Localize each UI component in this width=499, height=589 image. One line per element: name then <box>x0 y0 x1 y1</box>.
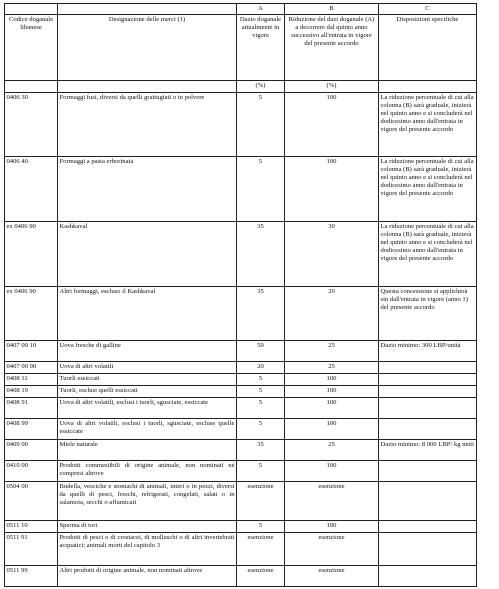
code-cell: 0410 00 <box>5 461 58 482</box>
code-cell: 0407 00 10 <box>5 341 58 362</box>
reduction-cell: 100 <box>285 157 379 222</box>
table-row <box>5 374 477 386</box>
table-row <box>5 461 477 482</box>
provisions-cell: Dazio minimo: 8 000 LBP/ kg netti <box>379 440 477 461</box>
duty-cell: 5 <box>237 93 285 157</box>
description-cell: Sperma di tori <box>58 521 237 533</box>
provisions-cell <box>379 398 477 419</box>
unit-cell: (%) <box>285 81 379 93</box>
code-cell: 0511 10 <box>5 521 58 533</box>
reduction-cell: 100 <box>285 398 379 419</box>
table-row <box>5 386 477 398</box>
table-row <box>5 222 477 287</box>
table-row <box>5 521 477 533</box>
column-letters-row <box>5 4 477 15</box>
table-row <box>5 287 477 341</box>
code-cell: 0504 00 <box>5 482 58 521</box>
provisions-cell <box>379 461 477 482</box>
duty-cell: 5 <box>237 461 285 482</box>
letter-cell <box>5 4 58 15</box>
provisions-cell <box>379 482 477 521</box>
duty-cell: 5 <box>237 398 285 419</box>
provisions-cell <box>379 386 477 398</box>
reduction-cell: esenzione <box>285 533 379 566</box>
table-row <box>5 93 477 157</box>
provisions-cell: La riduzione percentuale di cui alla colonna (B) sarà graduale, inizierà nel quinto anno e si concluderà nel dodicesimo anno dall'entrata in vigore del presente accordo <box>379 157 477 222</box>
letter-cell: B <box>285 4 379 15</box>
reduction-cell: 25 <box>285 362 379 374</box>
letter-cell: C <box>379 4 477 15</box>
unit-cell <box>379 81 477 93</box>
letter-cell: A <box>237 4 285 15</box>
code-cell: 0511 99 <box>5 566 58 587</box>
description-cell: Budella, vesciche e stomachi di animali, interi o in pezzi, diversi da quelli di pesci, freschi, refrigerati, congelati, salati o in salamoia, secchi o affumicati <box>58 482 237 521</box>
header-description: Designazione delle merci (1) <box>58 15 237 81</box>
code-cell: 0407 00 90 <box>5 362 58 374</box>
duty-cell: 5 <box>237 521 285 533</box>
description-cell: Miele naturale <box>58 440 237 461</box>
provisions-cell <box>379 566 477 587</box>
reduction-cell: 100 <box>285 461 379 482</box>
header-reduction: Riduzione del dazi doganale (A) a decorrere dal quinto anno successivo all'entrata in vigore del presente accordo <box>285 15 379 81</box>
description-cell: Uova fresche di galline <box>58 341 237 362</box>
code-cell: 0511 91 <box>5 533 58 566</box>
provisions-cell <box>379 419 477 440</box>
table-row <box>5 341 477 362</box>
provisions-cell <box>379 362 477 374</box>
description-cell: Tuorli essiccati <box>58 374 237 386</box>
unit-cell <box>58 81 237 93</box>
table-row <box>5 440 477 461</box>
duty-cell: 35 <box>237 287 285 341</box>
code-cell: ex 0406 90 <box>5 222 58 287</box>
reduction-cell: 30 <box>285 222 379 287</box>
code-cell: 0408 99 <box>5 419 58 440</box>
duty-cell: 35 <box>237 222 285 287</box>
provisions-cell: La riduzione percentuale di cui alla colonna (B) sarà graduale, inizierà nel quinto anno e si concluderà nel dodicesimo anno dall'entrata in vigore del presente accordo <box>379 93 477 157</box>
reduction-cell: 100 <box>285 374 379 386</box>
description-cell: Prodotti di pesci o di crostacei, di molluschi o di altri invertebrati acquatici; animali morti del capitolo 3 <box>58 533 237 566</box>
duty-cell: 20 <box>237 362 285 374</box>
duty-cell: 5 <box>237 374 285 386</box>
reduction-cell: esenzione <box>285 482 379 521</box>
code-cell: 0408 11 <box>5 374 58 386</box>
description-cell: Tuorli, esclusi quelli essiccati <box>58 386 237 398</box>
duty-cell: 5 <box>237 157 285 222</box>
description-cell: Uova di altri volatili, esclusi i tuorli, sgusciate, essiccate <box>58 398 237 419</box>
table-row <box>5 482 477 521</box>
description-cell: Formaggi a pasta erborinata <box>58 157 237 222</box>
table-row <box>5 566 477 587</box>
provisions-cell <box>379 533 477 566</box>
code-cell: 0408 91 <box>5 398 58 419</box>
provisions-cell: Questa concessione si applicherà sin dall'entrata in vigore (anno 1) del presente accordo <box>379 287 477 341</box>
code-cell: 0409 00 <box>5 440 58 461</box>
description-cell: Uova di altri volatili, esclusi i tuorli, sgusciate, escluse quelle essiccate <box>58 419 237 440</box>
code-cell: ex 0406 90 <box>5 287 58 341</box>
reduction-cell: 25 <box>285 341 379 362</box>
duty-cell: 5 <box>237 386 285 398</box>
header-code: Codice doganale libanese <box>5 15 58 81</box>
description-cell: Kashkaval <box>58 222 237 287</box>
table-row <box>5 398 477 419</box>
description-cell: Altri formaggi, escluso il Kashkaval <box>58 287 237 341</box>
duty-cell: esenzione <box>237 533 285 566</box>
description-cell: Formaggi fusi, diversi da quelli grattugiati o in polvere <box>58 93 237 157</box>
table-row <box>5 157 477 222</box>
reduction-cell: 20 <box>285 287 379 341</box>
duty-cell: 5 <box>237 419 285 440</box>
description-cell: Prodotti commestibili di origine animale, non nominati né compresi altrove <box>58 461 237 482</box>
reduction-cell: 100 <box>285 386 379 398</box>
reduction-cell: 100 <box>285 521 379 533</box>
code-cell: 0408 19 <box>5 386 58 398</box>
unit-cell: (%) <box>237 81 285 93</box>
header-current-duty: Dazio doganale attualmente in vigore <box>237 15 285 81</box>
header-provisions: Disposizioni specifiche <box>379 15 477 81</box>
code-cell: 0406 30 <box>5 93 58 157</box>
provisions-cell: Dazio minimo: 300 LBP/unità <box>379 341 477 362</box>
duty-cell: 50 <box>237 341 285 362</box>
duty-cell: esenzione <box>237 482 285 521</box>
provisions-cell <box>379 374 477 386</box>
unit-row <box>5 81 477 93</box>
header-row <box>5 15 477 81</box>
reduction-cell: 100 <box>285 419 379 440</box>
table-row <box>5 533 477 566</box>
unit-cell <box>5 81 58 93</box>
code-cell: 0406 40 <box>5 157 58 222</box>
tariff-table <box>4 3 477 587</box>
provisions-cell: La riduzione percentuale di cui alla colonna (B) sarà graduale, inizierà nel quinto anno e si concluderà nel dodicesimo anno dall'entrata in vigore del presente accordo <box>379 222 477 287</box>
duty-cell: esenzione <box>237 566 285 587</box>
description-cell: Altri prodotti di origine animale, non nominati altrove <box>58 566 237 587</box>
provisions-cell <box>379 521 477 533</box>
letter-cell <box>58 4 237 15</box>
reduction-cell: 100 <box>285 93 379 157</box>
duty-cell: 35 <box>237 440 285 461</box>
reduction-cell: 25 <box>285 440 379 461</box>
description-cell: Uova di altri volatili <box>58 362 237 374</box>
reduction-cell: esenzione <box>285 566 379 587</box>
table-row <box>5 419 477 440</box>
table-row <box>5 362 477 374</box>
